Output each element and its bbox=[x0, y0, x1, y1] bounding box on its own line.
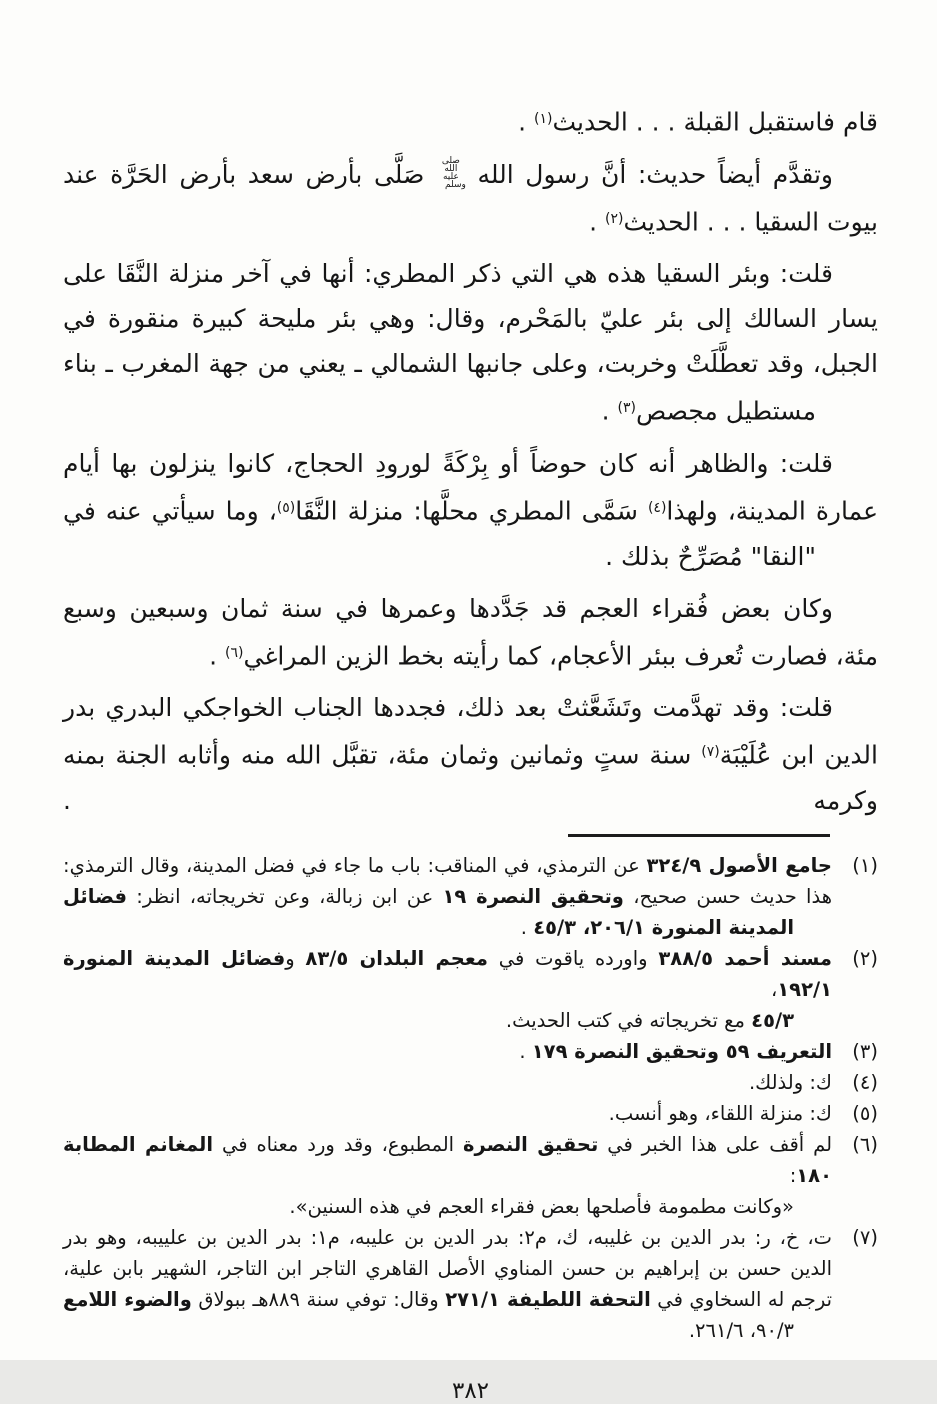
footnote bbox=[63, 850, 878, 943]
text-run: ك: منزلة اللقاء، وهو أنسب. bbox=[608, 1102, 832, 1126]
text-run: وقال: توفي سنة ٨٨٩هـ ببولاق bbox=[191, 1288, 446, 1312]
text-run: ، bbox=[770, 978, 778, 1002]
footnote-number: (٥) bbox=[852, 1102, 878, 1126]
footnote-line bbox=[63, 1005, 794, 1036]
main-text-line bbox=[63, 486, 878, 534]
text-run: . bbox=[589, 207, 605, 237]
footnote-line bbox=[63, 1036, 832, 1067]
text-run: الدين ابن عُلَيْبَة bbox=[719, 741, 878, 771]
footnote-ref: (٤) bbox=[647, 500, 667, 517]
paragraph bbox=[63, 586, 878, 679]
footnote-number: (٢) bbox=[852, 947, 878, 971]
text-run: وتقدَّم أيضاً حديث: أنَّ رسول الله bbox=[465, 159, 834, 189]
footnote-body bbox=[63, 850, 832, 943]
footnote-body bbox=[63, 1098, 832, 1129]
text-run: هذا حديث حسن صحيح، bbox=[623, 885, 832, 909]
main-text-line bbox=[63, 631, 878, 679]
footnote-line bbox=[63, 1129, 832, 1191]
text-run: ت، خ، ر: بدر الدين بن غليبه، ك، م٢: بدر الدين بن عليبه، م١: بدر الدين بن علييبه، وهو بدر bbox=[63, 1226, 833, 1250]
footnote-body bbox=[63, 1129, 832, 1222]
book-title-text: التحفة اللطيفة ٢٧١/١ bbox=[445, 1288, 651, 1312]
main-text-line bbox=[63, 730, 878, 823]
sallallahu-alayhi-wasallam-ligature: صلى الله عليه وسلم bbox=[441, 155, 466, 190]
text-run: صَلَّى بأرض سعد بأرض الحَرَّة عند bbox=[63, 159, 436, 189]
footnote-separator bbox=[568, 834, 830, 837]
text-run: ك: ولذلك. bbox=[748, 1071, 832, 1095]
paragraph bbox=[63, 251, 878, 434]
book-title-text: مسند أحمد ٣٨٨/٥ bbox=[658, 947, 832, 971]
text-run: قلت: والظاهر أنه كان حوضاً أو بِرْكَةً لورودِ الحجاج، كانوا ينزلون بها أيام bbox=[63, 449, 833, 479]
text-run: قلت: وبئر السقيا هذه هي التي ذكر المطري: أنها في آخر منزلة النَّقَا على bbox=[63, 259, 833, 289]
text-run: . bbox=[209, 641, 226, 671]
footnote-line bbox=[63, 1067, 832, 1098]
paragraph bbox=[63, 97, 878, 145]
footnote bbox=[63, 1129, 878, 1222]
main-text-line bbox=[63, 296, 878, 341]
text-run: ترجم له السخاوي في bbox=[650, 1288, 833, 1312]
footnote-ref: (٢) bbox=[605, 210, 624, 227]
book-title-text: معجم البلدان ٨٣/٥ bbox=[305, 947, 488, 971]
footnote bbox=[63, 1036, 878, 1067]
main-text-line bbox=[63, 685, 833, 730]
footnote-ref: (١) bbox=[534, 111, 553, 127]
text-run: وكان بعض فُقراء العجم قد جَدَّدها وعمرها في سنة ثمان وسبعين وسبع bbox=[63, 593, 833, 623]
text-run: «وكانت مطمومة فأصلحها بعض فقراء العجم في هذه السنين». bbox=[289, 1195, 794, 1219]
main-text-line bbox=[63, 386, 816, 434]
text-run: واورده ياقوت في bbox=[487, 947, 659, 971]
footnote-line bbox=[63, 943, 832, 1005]
footnote-number: (٧) bbox=[852, 1226, 878, 1250]
main-text-line bbox=[63, 97, 878, 145]
footnote-body bbox=[63, 943, 832, 1036]
footnote bbox=[63, 1222, 878, 1346]
book-title-text: ٤٥/٣ bbox=[751, 1009, 794, 1033]
footnote-ref: (٣) bbox=[617, 400, 636, 417]
main-text-line bbox=[63, 586, 833, 631]
paragraph bbox=[63, 685, 878, 823]
book-title-text: فضائل bbox=[63, 885, 128, 909]
main-text-line bbox=[63, 341, 878, 386]
text-run: . bbox=[519, 1040, 532, 1064]
text-run: عن الترمذي، في المناقب: باب ما جاء في فضل المدينة، وقال الترمذي: bbox=[63, 854, 647, 878]
text-run: مع تخريجاته في كتب الحديث. bbox=[505, 1009, 752, 1033]
main-text-block bbox=[63, 97, 878, 823]
text-run: بيوت السقيا . . . الحديث bbox=[623, 207, 878, 237]
main-text-line bbox=[63, 441, 833, 486]
footnote bbox=[63, 943, 878, 1036]
footnote-body bbox=[63, 1222, 832, 1346]
footnote-number: (١) bbox=[852, 854, 878, 878]
footnote-line bbox=[63, 1284, 832, 1315]
text-run: و bbox=[285, 947, 306, 971]
footnote bbox=[63, 1067, 878, 1098]
footnote-body bbox=[63, 1036, 832, 1067]
main-text-line bbox=[63, 251, 833, 296]
text-run: الدين حسن بن إبراهيم بن حسن المناوي الأصل القاهري التاجر ابن التاجر، الشهير بابن علية، bbox=[63, 1257, 832, 1281]
page-number: ٣٨٢ bbox=[451, 1378, 490, 1404]
footnote-line bbox=[63, 1098, 832, 1129]
footnote-number: (٦) bbox=[852, 1133, 878, 1157]
footnote-ref: (٦) bbox=[225, 644, 244, 661]
main-text-line bbox=[63, 197, 878, 245]
footnotes-block bbox=[63, 850, 878, 1346]
footnote-number: (٣) bbox=[852, 1040, 878, 1064]
book-title-text: التعريف ٥٩ وتحقيق النصرة ١٧٩ bbox=[531, 1040, 832, 1064]
text-run: ٩٠/٣، ٢٦١/٦. bbox=[688, 1319, 794, 1343]
text-run: الجبل، وقد تعطَّلَتْ وخربت، وعلى جانبها الشمالي ـ يعني من جهة المغرب ـ بناء bbox=[63, 349, 878, 379]
text-run: . bbox=[520, 916, 534, 940]
text-run: سَمَّى المطري محلَّها: منزلة النَّقَا bbox=[295, 496, 648, 526]
text-run: يسار السالك إلى بئر عليّ بالمَحْرم، وقال: وهي بئر مليحة كبيرة منقورة في bbox=[63, 304, 878, 334]
text-run: المطبوع، وقد ورد معناه في bbox=[213, 1133, 463, 1157]
text-run: : bbox=[789, 1164, 797, 1188]
text-run: مئة، فصارت تُعرف ببئر الأعجام، كما رأيته بخط الزين المراغي bbox=[243, 641, 878, 671]
footnote-line bbox=[63, 850, 832, 881]
text-run: . bbox=[518, 107, 535, 137]
book-title-text: المدينة المنورة ٢٠٦/١، ٤٥/٣ bbox=[533, 916, 794, 940]
footnote-line bbox=[63, 1315, 794, 1346]
text-run: قام فاستقبل القبلة . . . الحديث bbox=[552, 107, 878, 137]
footnote-line bbox=[63, 1253, 832, 1284]
text-run: ، وما سيأتي عنه في bbox=[63, 496, 277, 526]
text-run: سنة ستٍ وثمانين وثمان مئة، تقبَّل الله منه وأثابه الجنة بمنه وكرمه . bbox=[63, 741, 878, 816]
book-title-text: والضوء اللامع bbox=[63, 1288, 192, 1312]
footnote-line bbox=[63, 1222, 832, 1253]
text-run: عمارة المدينة، ولهذا bbox=[666, 496, 878, 526]
footnote-ref: (٧) bbox=[701, 744, 720, 761]
footnote-line bbox=[63, 912, 794, 943]
footnote-line bbox=[63, 1191, 794, 1222]
footnote-body bbox=[63, 1067, 832, 1098]
book-title-text: وتحقيق النصرة ١٩ bbox=[442, 885, 624, 909]
text-run: عن ابن زبالة، وعن تخريجاته، انظر: bbox=[127, 885, 443, 909]
paragraph bbox=[63, 441, 878, 579]
text-run: "النقا" مُصَرِّحٌ بذلك . bbox=[605, 541, 816, 571]
footnote-line bbox=[63, 881, 832, 912]
paragraph bbox=[63, 152, 878, 245]
text-run: لم أقف على هذا الخبر في bbox=[598, 1133, 833, 1157]
text-run: قلت: وقد تهدَّمت وتَشَعَّثتْ بعد ذلك، فجددها الجناب الخواجكي البدري بدر bbox=[63, 693, 833, 723]
book-title-text: المغانم المطابة ١٨٠ bbox=[63, 1133, 832, 1188]
main-text-line bbox=[63, 152, 833, 197]
book-title-text: فضائل المدينة المنورة ١٩٢/١ bbox=[63, 947, 832, 1002]
book-title-text: جامع الأصول ٣٢٤/٩ bbox=[646, 854, 832, 878]
text-run: . bbox=[601, 397, 618, 427]
main-text-line bbox=[63, 534, 816, 579]
footnote-ref: (٥) bbox=[276, 500, 296, 517]
book-title-text: تحقيق النصرة bbox=[463, 1133, 599, 1157]
footnote-number: (٤) bbox=[852, 1071, 878, 1095]
text-run: مستطيل مجصص bbox=[635, 397, 816, 427]
footnote bbox=[63, 1098, 878, 1129]
